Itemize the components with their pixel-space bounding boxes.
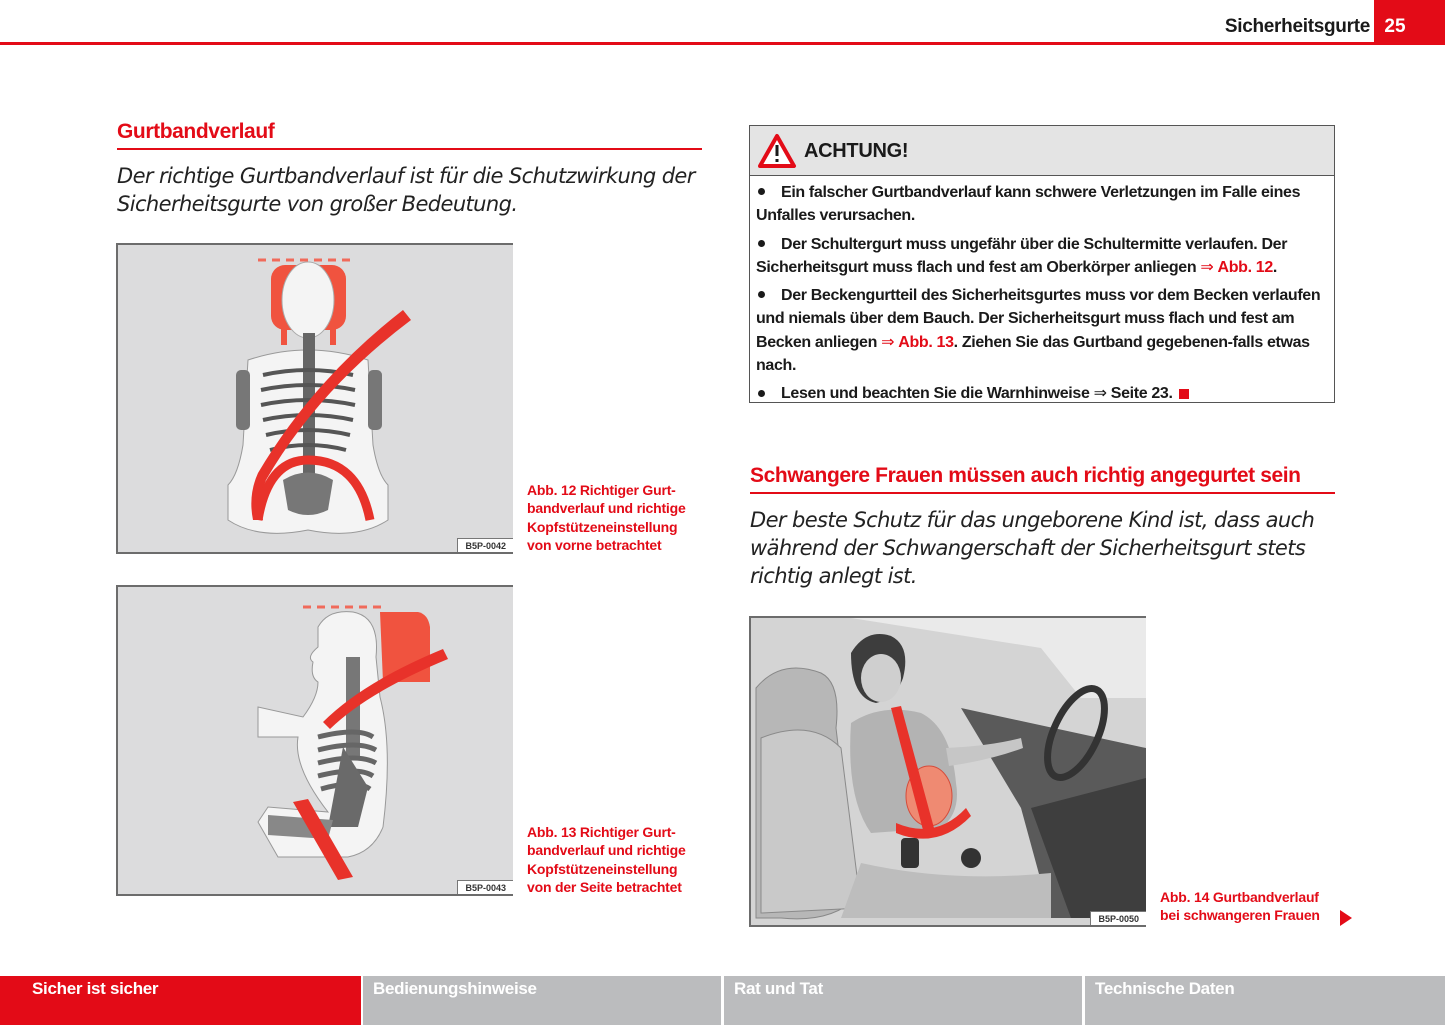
heading-rule (750, 492, 1335, 494)
caption-line: bei schwangeren Frauen (1160, 907, 1320, 924)
bullet-icon (758, 390, 765, 397)
reference-arrow-icon: ⇒ (881, 333, 895, 351)
caption-line: Abb. 13 Richtiger Gurt- (527, 824, 676, 840)
footer-tab-sicher-ist-sicher[interactable]: Sicher ist sicher (0, 976, 361, 1025)
caption-line: Kopfstützeneinstellung (527, 518, 678, 535)
reference-arrow-icon: ⇒ (1093, 385, 1107, 403)
next-page-arrow-icon[interactable] (1340, 910, 1352, 926)
lead-paragraph-right: Der beste Schutz für das ungeborene Kind ist, dass auch während der Schwangerschaft der Sicherheitsgurt stets richtig anlegt ist. (750, 508, 1315, 588)
caption-line: Kopfstützeneinstellung (527, 860, 678, 877)
warning-item-text: . (1272, 258, 1277, 276)
figure-code: B5P-0043 (457, 880, 513, 894)
header-rule (0, 42, 1445, 45)
warning-item-text: Der Beckengurtteil des Sicherheitsgurtes muss vor dem Becken verlaufen und niemals über dem Bauch. Der Sicherheitsgurt muss flach und fest am Becken anliegen (756, 287, 1321, 351)
warning-item (756, 377, 1328, 405)
warning-item (756, 228, 1328, 280)
link-abb-13[interactable]: Abb. 13 (898, 333, 954, 351)
warning-item (756, 279, 1328, 377)
warning-item-text: Lesen und beachten Sie die Warnhinweise (781, 385, 1094, 403)
figure-abb-14 (749, 616, 1146, 927)
lead-paragraph-left: Der richtige Gurtbandverlauf ist für die Schutzwirkung der Sicherheitsgurte von großer Bedeutung. (117, 164, 695, 216)
end-of-section-icon (1179, 389, 1189, 399)
seatbelt-side-illustration (118, 587, 513, 894)
warning-header (750, 126, 1334, 176)
heading-rule (117, 148, 702, 150)
heading-schwangere-frauen: Schwangere Frauen müssen auch richtig angegurtet sein (750, 464, 1301, 487)
caption-line: bandverlauf und richtige (527, 500, 686, 517)
warning-item-text: . Ziehen Sie das Gurtband gegebenen-falls etwas nach. (756, 333, 1310, 375)
pregnant-driver-illustration (751, 618, 1146, 925)
warning-item-text: Ein falscher Gurtbandverlauf kann schwere Verletzungen im Falle eines Unfalles verursachen. (756, 184, 1301, 225)
warning-item-text: Der Schultergurt muss ungefähr über die Schultermitte verlaufen. Der Sicherheitsgurt muss flach und fest am Oberkörper anliegen (756, 235, 1288, 276)
caption-abb-13 (527, 823, 717, 896)
bullet-icon (758, 188, 765, 195)
section-title: Sicherheitsgurte (1224, 16, 1370, 37)
caption-abb-12 (527, 481, 717, 554)
figure-code: B5P-0042 (457, 538, 513, 552)
caption-abb-14 (1160, 888, 1350, 925)
seatbelt-front-illustration (118, 245, 513, 552)
warning-box (749, 125, 1335, 403)
footer-tab-technische-daten[interactable]: Technische Daten (1085, 976, 1445, 1025)
caption-line: von der Seite betrachtet (527, 878, 682, 895)
warning-list (756, 176, 1328, 406)
figure-abb-12 (116, 243, 513, 554)
caption-line: von vorne betrachtet (527, 536, 662, 553)
warning-item (756, 176, 1328, 228)
footer-tab-rat-und-tat[interactable]: Rat und Tat (724, 976, 1082, 1025)
reference-arrow-icon: ⇒ (1200, 258, 1214, 276)
caption-line: Abb. 12 Richtiger Gurt- (527, 482, 676, 498)
figure-abb-13 (116, 585, 513, 896)
bullet-icon (758, 291, 765, 298)
page-number: 25 (1384, 16, 1406, 37)
warning-title: ACHTUNG! (804, 140, 909, 162)
caption-line: Abb. 14 Gurtbandverlauf (1160, 889, 1319, 905)
heading-gurtbandverlauf: Gurtbandverlauf (117, 120, 275, 143)
link-seite-23[interactable]: Seite 23. (1110, 385, 1173, 403)
caption-line: bandverlauf und richtige (527, 842, 686, 859)
footer-tab-bedienungshinweise[interactable]: Bedienungshinweise (363, 976, 721, 1025)
warning-triangle-icon (757, 133, 797, 169)
link-abb-12[interactable]: Abb. 12 (1217, 258, 1273, 276)
figure-code: B5P-0050 (1090, 911, 1146, 925)
bullet-icon (758, 240, 765, 247)
